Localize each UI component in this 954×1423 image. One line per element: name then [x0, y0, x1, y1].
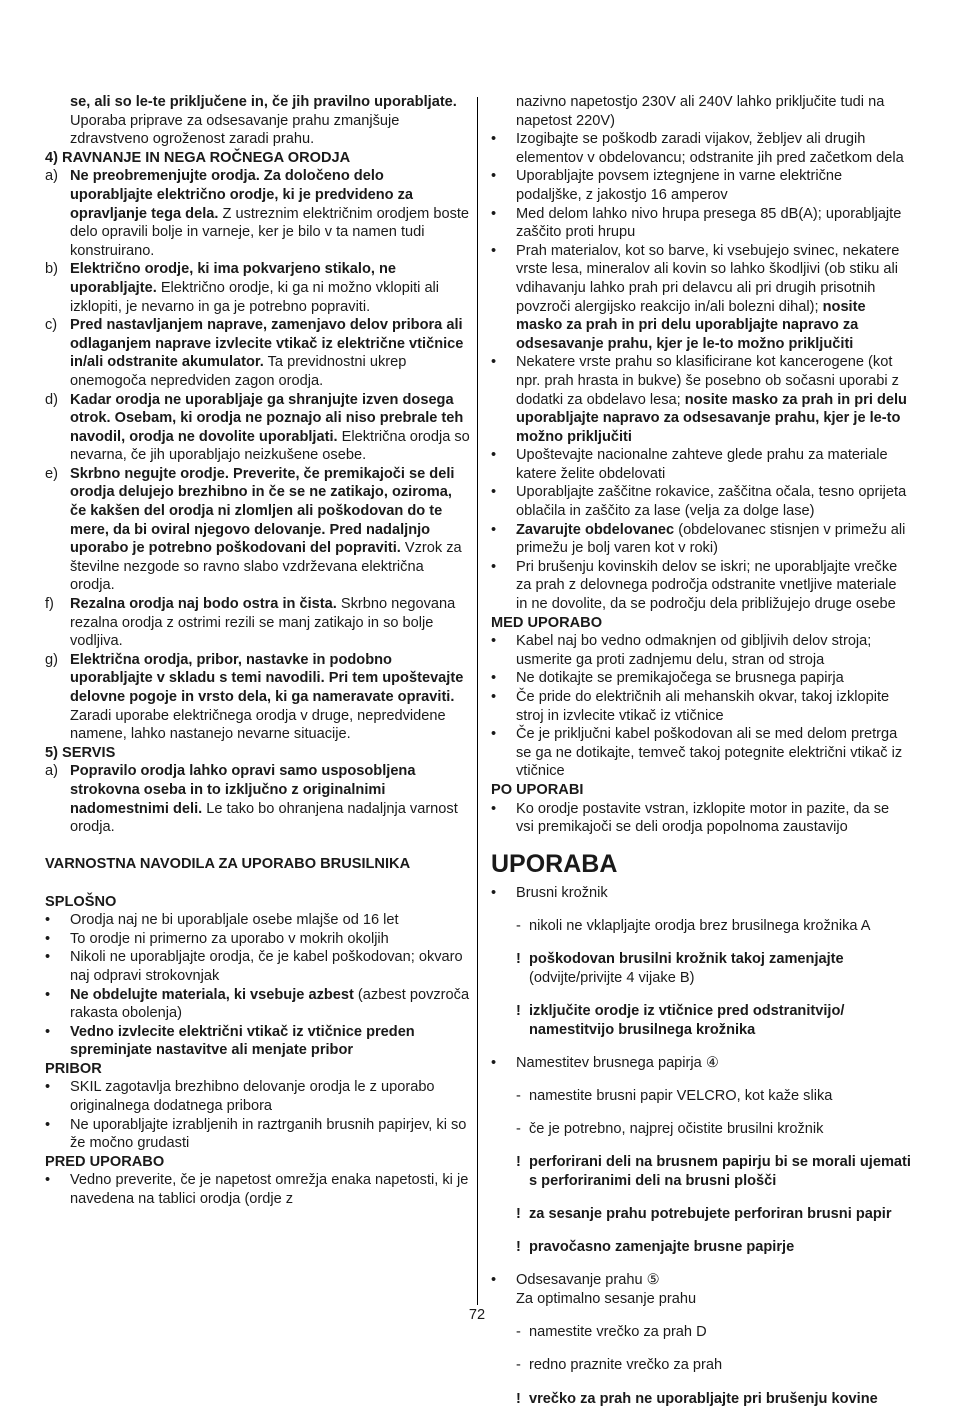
safety-heading: VARNOSTNA NAVODILA ZA UPORABO BRUSILNIKA [45, 856, 411, 873]
item-4e: e) Skrbno negujte orodje. Preverite, če premikajoči se deli orodja delujejo brezhibno in če se ne zatikajo, oziroma, če kakšen del orodja ni zlomljen ali poškodovan do te mere, da bi oviral njegovo delovanje. Pred nadaljnjo uporabo je potrebno poškodovani del popraviti. Vzrok za številne nezgode so ravno slabo vzdrževana električna orodja. [45, 465, 462, 594]
warning-item: ! za sesanje prahu potrebujete perforiran brusni papir [516, 1206, 892, 1223]
list-item: • Ne dotikajte se premikajočega se brusnega papirja [491, 670, 844, 687]
list-item: • Pri brušenju kovinskih delov se iskri; ne uporabljajte vrečke za prah z delovnega področja odstranite vnetljive materiale in ne dovolite, da se področju dela približujejo druge osebe [491, 558, 898, 613]
list-item: • Kabel naj bo vedno odmaknjen od gibljivih delov stroja; usmerite ga proti zadnjemu delu, stran od stroja [491, 633, 872, 668]
list-item: • Uporabljajte zaščitne rokavice, zaščitna očala, tesno oprijeta oblačila in zaščito za lase (velja za dolge lase) [491, 484, 907, 520]
item-5a: a) Popravilo orodja lahko opravi samo usposobljena strokovna oseba in to izključno z originalnimi nadomestnimi deli. Le tako bo ohranjena nadaljnja varnost orodja. [45, 763, 458, 836]
item-4f: f) Rezalna orodja naj bodo ostra in čista. Skrbno negovana rezalna orodja z ostrimi rezili se manj zatikajo in so bolje vodljiva. [45, 596, 456, 650]
column-divider [477, 97, 478, 1305]
intro-paragraph: se, ali so le-te priključene in, če jih pravilno uporabljate. Uporaba priprave za odsesavanje prahu zmanjšuje zdravstveno ogroženost zaradi prahu. [70, 94, 457, 148]
left-column [45, 93, 470, 1209]
warning-item: ! vrečko za prah ne uporabljajte pri brušenju kovine [516, 1390, 878, 1407]
sub-item: - nikoli ne vklapljajte orodja brez brusilnega krožnika A [516, 917, 871, 934]
general-heading: SPLOŠNO [45, 893, 117, 910]
list-item: • Med delom lahko nivo hrupa presega 85 dB(A); uporabljajte zaščito proti hrupu [491, 205, 902, 241]
item-4g: g) Električna orodja, pribor, nastavke in podobno uporabljajte v skladu s temi navodili. Pri tem upoštevajte delovne pogoje in vrsto dela, ki ga nameravate opraviti. Zaradi uporabe električnega orodja v druge, nepredvidene namene, lahko nastanejo nevarne situacije. [45, 651, 464, 743]
section-4-heading: 4) RAVNANJE IN NEGA ROČNEGA ORODJA [45, 149, 351, 166]
right-column [491, 93, 911, 1423]
list-item: • Prah materialov, kot so barve, ki vsebujejo svinec, nekatere vrste lesa, mineralov ali kovin so lahko škodljivi (ob stiku ali vdihavanju lahko prah pri delavcu ali pri drugih prisotnih povzroči alergijsko reakcijo in/ali bolezni dihal); nosite masko za prah in pri delu uporabljajte napravo za odsesavanje prahu, kjer je le-to možno priključiti [491, 242, 900, 352]
list-item: • SKIL zagotavlja brezhibno delovanje orodja le z uporabo originalnega dodatnega pribora [45, 1079, 435, 1115]
after-use-heading: PO UPORABI [491, 781, 584, 798]
item-4c: c) Pred nastavljanjem naprave, zamenjavo delov pribora ali odlaganjem naprave izvlecite vtikač iz električne vtičnice in/ali odstranite akumulator. Ta previdnostni ukrep onemogoča nepredviden zagon orodja. [45, 317, 464, 389]
list-item: • Ne obdelujte materiala, ki vsebuje azbest (azbest povzroča rakasta obolenja) [45, 986, 470, 1022]
page-number: 72 [468, 1307, 486, 1323]
accessories-heading: PRIBOR [45, 1060, 102, 1077]
list-item: • To orodje ni primerno za uporabo v mokrih okoljih [45, 930, 389, 947]
list-item: • Upoštevajte nacionalne zahteve glede prahu za materiale katere želite obdelovati [491, 447, 888, 482]
list-item: • Namestitev brusnega papirja ④ [491, 1054, 719, 1071]
list-item: • Vedno izvlecite električni vtikač iz vtičnice preden spreminjate nastavitve ali menjate pribor [45, 1023, 415, 1059]
list-item: • Ne uporabljajte izrabljenih in raztrganih brusnih papirjev, ki so že močno grudasti [45, 1116, 467, 1152]
list-item: • Ko orodje postavite vstran, izklopite motor in pazite, da se vsi premikajoči se deli orodja popolnoma zaustavijo [491, 800, 890, 836]
list-text: Za optimalno sesanje prahu [516, 1291, 697, 1307]
during-use-heading: MED UPORABO [491, 614, 603, 631]
list-item: • Če pride do električnih ali mehanskih okvar, takoj izklopite stroj in izvlecite vtikač iz vtičnice [491, 689, 890, 724]
list-item: • Če je priključni kabel poškodovan ali se med delom pretrga se ga ne dotikajte, temveč takoj potegnite električni vtikač iz vtičnice [491, 726, 903, 780]
item-4d: d) Kadar orodja ne uporabljaje ga shranjujte izven dosega otrok. Osebam, ki orodja ne poznajo ali niso prebrale teh navodil, orodja ne dovolite uporabljati. Električna orodja so nevarna, če jih uporabljajo neizkušene osebe. [45, 391, 470, 464]
list-item: • Uporabljajte povsem iztegnjene in varne električne podaljške, z jakostjo 16 amperov [491, 168, 843, 203]
sub-item: - namestite vrečko za prah D [516, 1324, 707, 1341]
sub-item: - namestite brusni papir VELCRO, kot kaže slika [516, 1087, 833, 1104]
warning-item: ! poškodovan brusilni krožnik takoj zamenjajte (odvijte/privijte 4 vijake B) [516, 951, 844, 986]
item-4b: b) Električno orodje, ki ima pokvarjeno stikalo, ne uporabljajte. Električno orodje, ki ga ni možno vklopiti ali izklopiti, je nevarno in ga je potrebno popraviti. [45, 261, 440, 315]
list-item: • Odsesavanje prahu ⑤ [491, 1272, 660, 1289]
section-5-heading: 5) SERVIS [45, 744, 116, 761]
continued-text: nazivno napetostjo 230V ali 240V lahko priključite tudi na napetost 220V) [516, 94, 885, 129]
list-item: • Vedno preverite, če je napetost omrežja enaka napetosti, ki je navedena na tablici orodja (ordje z [45, 1172, 469, 1208]
list-item: • Zavarujte obdelovanec (obdelovanec stisnjen v primežu ali primežu je bolj varen kot v roki) [491, 521, 906, 557]
list-item: • Orodja naj ne bi uporabljale osebe mlajše od 16 let [45, 912, 399, 929]
list-item: • Brusni krožnik [491, 884, 608, 901]
warning-item: ! perforirani deli na brusnem papirju bi se morali ujemati s perforiranimi deli na brusni plošči [516, 1154, 911, 1189]
list-item: • Nekatere vrste prahu so klasificirane kot kancerogene (kot npr. prah hrasta in bukve) še posebno ob sočasni uporabi z dodatki za obdelavo lesa; nosite masko za prah in pri delu uporabljajte napravo za odsesavanje prahu, kjer je le-to možno priključiti [491, 354, 907, 445]
before-use-heading: PRED UPORABO [45, 1153, 165, 1170]
sub-item: - redno praznite vrečko za prah [516, 1357, 723, 1374]
sub-item: - če je potrebno, najprej očistite brusilni krožnik [516, 1121, 824, 1138]
warning-item: ! izključite orodje iz vtičnice pred odstranitvijo/ namestitvijo brusilnega krožnika [516, 1002, 845, 1038]
use-title: UPORABA [491, 849, 618, 878]
list-item: • Nikoli ne uporabljajte orodja, če je kabel poškodovan; okvaro naj odpravi strokovnjak [45, 949, 463, 984]
item-4a: a) Ne preobremenjujte orodja. Za določeno delo uporabljajte električno orodje, ki je predvideno za opravljanje tega dela. Z ustreznim električnim orodjem boste delo opravili bolje in varneje, ker je bilo v ta namen tudi konstruirano. [45, 168, 470, 259]
list-item: • Izogibajte se poškodb zaradi vijakov, žebljev ali drugih elementov v obdelovancu; odstranite jih pred začetkom dela [491, 131, 904, 166]
warning-item: ! pravočasno zamenjajte brusne papirje [516, 1239, 795, 1256]
